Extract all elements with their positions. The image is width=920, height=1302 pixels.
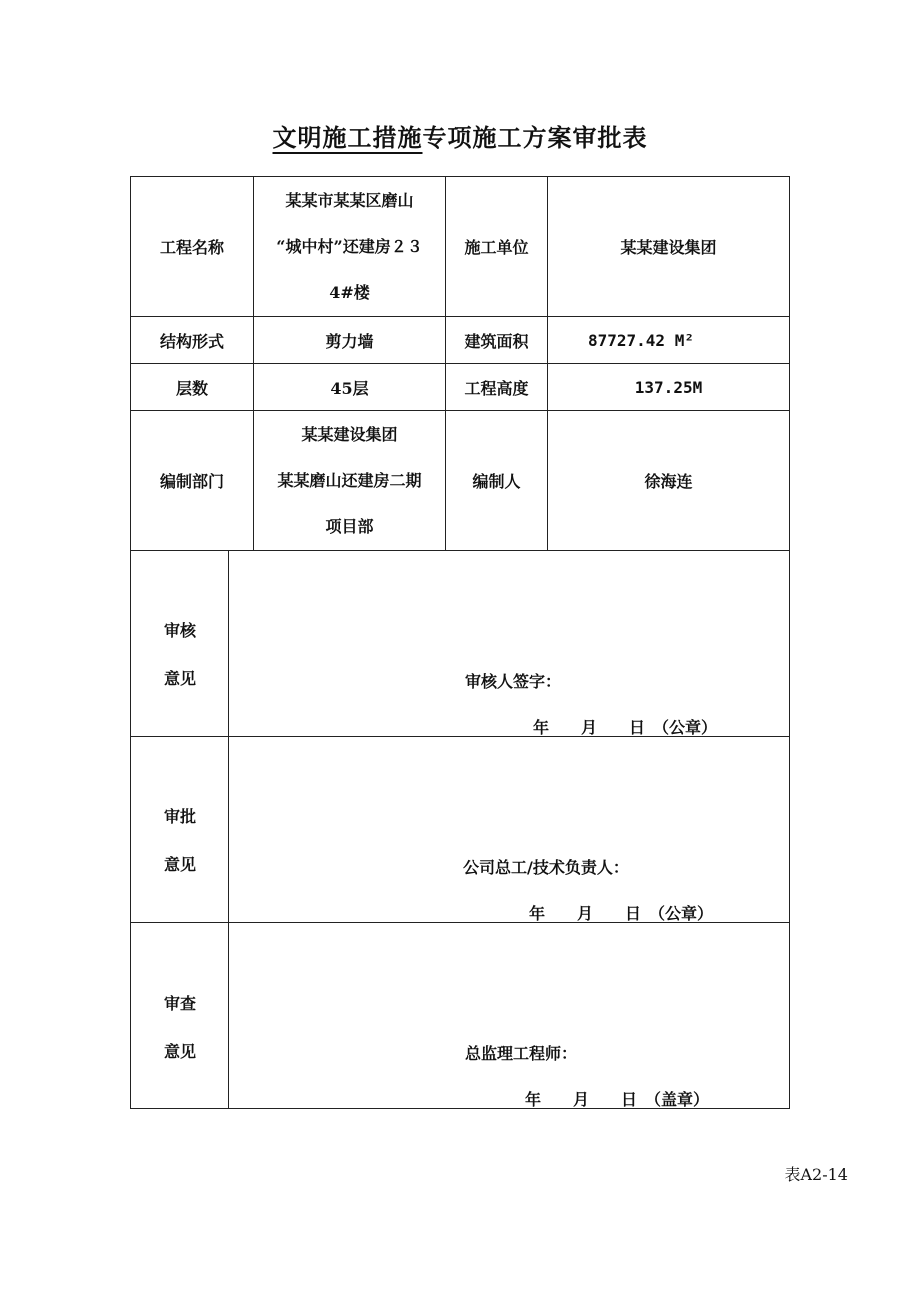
project-name-line-1: 某某市某某区磨山	[285, 190, 414, 210]
area-label: 建筑面积	[445, 316, 548, 364]
project-name-line-3: 4#楼	[329, 282, 370, 302]
title-rest: 专项施工方案审批表	[422, 123, 648, 152]
inspection-label-line-2: 意见	[163, 1042, 196, 1061]
structure-label: 结构形式	[130, 316, 254, 364]
builder-value: 某某建设集团	[547, 176, 790, 317]
dept-value	[253, 410, 446, 551]
builder-label: 施工单位	[445, 176, 548, 317]
author-label: 编制人	[445, 410, 548, 551]
review-label-line-1: 审核	[163, 621, 196, 640]
project-name-line-2: “城中村”还建房２３	[276, 236, 423, 256]
inspection-label-line-1: 审查	[163, 994, 196, 1013]
review-date-line: 年 月 日 （公章）	[533, 718, 718, 737]
review-opinion-block	[130, 550, 790, 737]
dept-label: 编制部门	[130, 410, 254, 551]
dept-line-2: 某某磨山还建房二期	[277, 470, 422, 490]
floors-value: 45层	[253, 363, 446, 411]
project-name-label: 工程名称	[130, 176, 254, 317]
approval-opinion-block	[130, 736, 790, 923]
page-title	[0, 118, 920, 153]
approval-label-line-2: 意见	[163, 855, 196, 874]
chief-engineer-signature-field[interactable]: 公司总工/技术负责人：	[463, 858, 629, 877]
form-number: 表A2-14	[784, 1165, 848, 1184]
title-underlined-part: 文明施工措施	[272, 123, 423, 152]
height-value: 137.25M	[547, 363, 790, 411]
review-label-line-2: 意见	[163, 669, 196, 688]
reviewer-signature-field[interactable]: 审核人签字：	[465, 672, 562, 691]
approval-date-line: 年 月 日 （公章）	[529, 904, 714, 923]
structure-value: 剪力墙	[253, 316, 446, 364]
inspection-date-line: 年 月 日 （盖章）	[525, 1090, 710, 1109]
floors-label: 层数	[130, 363, 254, 411]
area-value: 87727.42 M²	[547, 316, 790, 364]
inspection-opinion-block	[130, 922, 790, 1109]
approval-label-line-1: 审批	[163, 807, 196, 826]
height-label: 工程高度	[445, 363, 548, 411]
chief-supervisor-signature-field[interactable]: 总监理工程师：	[465, 1044, 578, 1063]
project-name-value	[253, 176, 446, 317]
dept-line-1: 某某建设集团	[301, 424, 398, 444]
author-value: 徐海连	[547, 410, 790, 551]
dept-line-3: 项目部	[325, 516, 374, 536]
